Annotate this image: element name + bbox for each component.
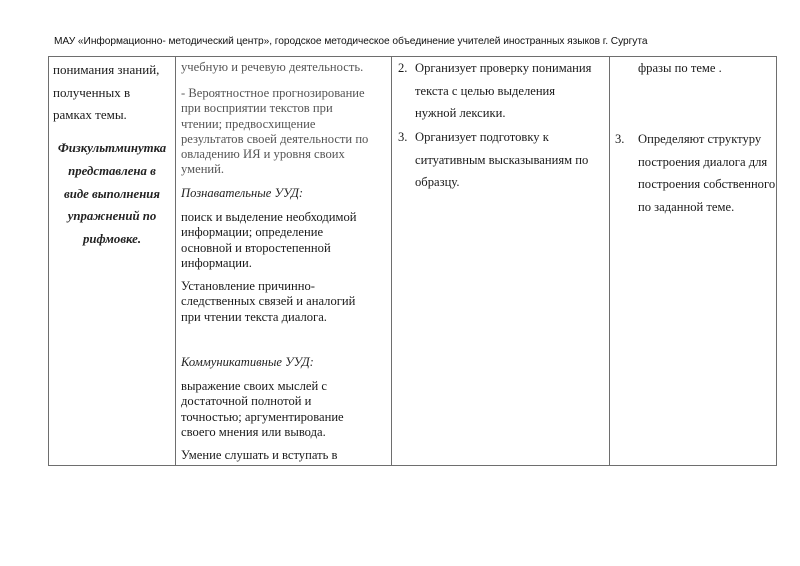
column-3	[391, 57, 609, 465]
text-line: достаточной полнотой и	[181, 394, 312, 409]
col1-text	[53, 59, 159, 127]
text-line: представлена в	[68, 163, 156, 178]
column-4	[609, 57, 778, 465]
text-line: при восприятии текстов при	[181, 101, 333, 116]
text-line: информации.	[181, 255, 252, 270]
text-line: текста с целью выделения	[415, 83, 556, 98]
cognitive-paragraph	[181, 210, 393, 271]
text-line: при чтении текста диалога.	[181, 309, 327, 324]
text-line: рамках темы.	[53, 107, 127, 122]
communicative-paragraph	[181, 379, 393, 440]
text-line: овладению ИЯ и уровня своих	[181, 147, 345, 162]
text-line: Определяют структуру	[638, 132, 762, 146]
text-line: виде выполнения	[63, 186, 161, 201]
text-line: основной и второстепенной	[181, 240, 331, 255]
text-line: информации; определение	[181, 225, 324, 240]
item-number: 2.	[398, 61, 408, 75]
text-line: полученных в	[53, 84, 131, 100]
item-number: 3.	[398, 130, 408, 144]
text-line: по заданной теме.	[638, 199, 735, 214]
text-line: образцу.	[415, 175, 460, 189]
text-line: Установление причинно-	[181, 279, 315, 293]
text-line: своего мнения или вывода.	[181, 424, 326, 439]
text-line: ситуативным высказываниям по	[415, 152, 589, 167]
col4-line0: фразы по теме .	[638, 61, 722, 75]
structure-item	[638, 128, 775, 218]
col2-line1: учебную и речевую деятельность.	[181, 60, 364, 74]
text-line: Организует подготовку к	[415, 130, 549, 144]
text-line: поиск и выделение необходимой	[181, 210, 357, 224]
prediction-paragraph	[181, 86, 393, 178]
text-line: Организует проверку понимания	[415, 61, 592, 75]
text-line: умений.	[181, 162, 225, 177]
text-line: чтении; предвосхищение	[181, 116, 316, 131]
listening-paragraph: Умение слушать и вступать в	[181, 448, 338, 462]
column-1	[49, 57, 175, 465]
text-line: построения диалога для	[638, 154, 768, 169]
cognitive-uud-heading: Познавательные УУД:	[181, 186, 304, 200]
page-header: МАУ «Информационно- методический центр», городское методическое объединение учителей иностранных языков г. Сургута	[54, 36, 648, 47]
lesson-table	[48, 56, 777, 466]
text-line: точностью; аргументирование	[181, 409, 344, 424]
text-line: Физкультминутка	[57, 141, 167, 155]
text-line: следственных связей и аналогий	[181, 294, 356, 309]
text-line: рифмовке.	[82, 232, 142, 247]
list-item	[398, 126, 608, 194]
text-line: нужной лексики.	[415, 106, 506, 120]
text-line: построения собственного	[638, 177, 776, 192]
physical-exercise-note	[49, 137, 175, 251]
text-line: результатов своей деятельности по	[181, 131, 369, 146]
text-line: - Вероятностное прогнозирование	[181, 86, 365, 100]
list-item	[398, 57, 608, 125]
text-line: выражение своих мыслей с	[181, 379, 327, 393]
causal-paragraph	[181, 279, 393, 325]
item-number: 3.	[615, 132, 625, 146]
column-2	[175, 57, 391, 465]
text-line: понимания знаний,	[53, 62, 160, 77]
text-line: упражнений по	[67, 209, 157, 224]
communicative-uud-heading: Коммуникативные УУД:	[181, 355, 314, 369]
